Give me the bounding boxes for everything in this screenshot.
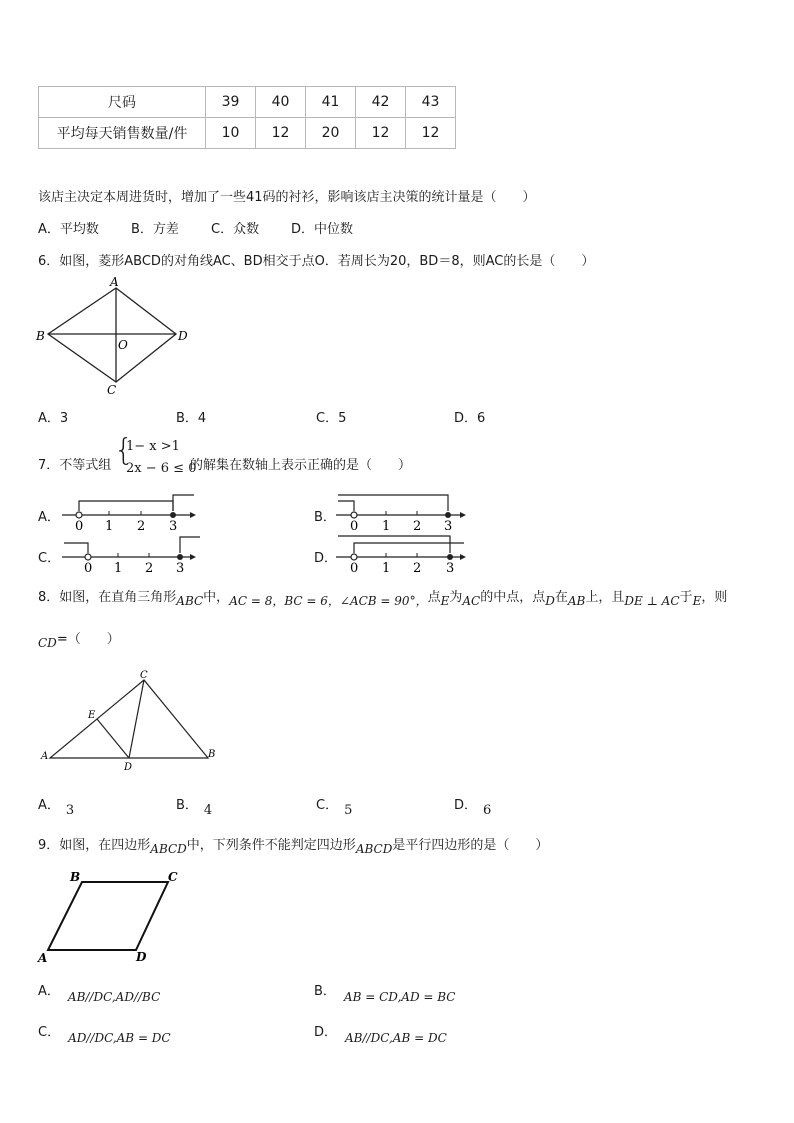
tick-label: 1 xyxy=(105,519,114,532)
option-letter: C． xyxy=(316,798,339,813)
q7-option-d-letter[interactable]: D． xyxy=(314,551,338,566)
parallelogram-figure xyxy=(32,866,192,966)
table-cell: 43 xyxy=(406,87,456,118)
question-6-text: 6．如图，菱形ABCD的对角线AC、BD相交于点O．若周长为20，BD＝8，则AC的长是（ ） xyxy=(38,254,595,269)
inequality-line-2: 2x − 6 ≤ 0 xyxy=(126,461,197,476)
q8-cd: CD xyxy=(38,636,57,650)
q5-option-c[interactable]: C．众数 xyxy=(211,222,260,237)
table-row xyxy=(39,87,456,118)
label-a: A xyxy=(41,751,49,762)
option-letter: B． xyxy=(314,984,336,999)
label-b: B xyxy=(70,870,81,884)
tick-label: 3 xyxy=(446,561,455,574)
option-letter: A． xyxy=(38,798,60,813)
q8-e2: E xyxy=(692,594,702,608)
q9-post: 是平行四边形的是（ ） xyxy=(392,838,549,853)
option-value: AB//DC,AB = DC xyxy=(345,1031,447,1045)
tick-label: 0 xyxy=(350,519,359,532)
q9-abcd-1: ABCD xyxy=(150,842,187,856)
q8-ac: AC xyxy=(462,594,481,608)
table-row xyxy=(39,118,456,149)
q8-text-pre: 8．如图，在直角三角形 xyxy=(38,590,177,605)
tick-label: 3 xyxy=(176,561,185,574)
q7-option-a-letter[interactable]: A． xyxy=(38,510,60,525)
tick-label: 3 xyxy=(169,519,178,532)
q9-abcd-2: ABCD xyxy=(355,842,393,856)
table-cell: 39 xyxy=(206,87,256,118)
tick-label: 2 xyxy=(413,519,422,532)
question-7-suffix: 的解集在数轴上表示正确的是（ ） xyxy=(190,458,412,473)
q8-option-c[interactable] xyxy=(316,794,353,818)
size-sales-table xyxy=(38,86,456,149)
q7-option-c-letter[interactable]: C． xyxy=(38,551,61,566)
tick-label: 0 xyxy=(75,519,84,532)
rhombus-figure xyxy=(30,272,210,397)
tick-label: 3 xyxy=(444,519,453,532)
option-value: AB = CD,AD = BC xyxy=(343,990,456,1004)
q8-option-d[interactable] xyxy=(454,794,492,818)
option-letter: C． xyxy=(38,1025,61,1040)
option-value: AD//DC,AB = DC xyxy=(68,1031,171,1045)
table-cell: 12 xyxy=(406,118,456,149)
option-letter: B． xyxy=(176,798,198,813)
table-cell: 10 xyxy=(206,118,256,149)
tick-label: 1 xyxy=(382,519,391,532)
table-cell: 12 xyxy=(256,118,306,149)
q5-option-d[interactable]: D．中位数 xyxy=(291,222,354,237)
question-9-text xyxy=(38,834,549,856)
table-cell: 42 xyxy=(356,87,406,118)
question-5-text: 该店主决定本周进货时，增加了一些41码的衬衫，影响该店主决策的统计量是（ ） xyxy=(38,190,536,205)
label-d: D xyxy=(178,329,188,343)
table-cell: 平均每天销售数量/件 xyxy=(39,118,206,149)
q8-yu: 于 xyxy=(679,590,693,605)
tick-label: 2 xyxy=(137,519,146,532)
option-value: 5 xyxy=(344,803,353,818)
label-d: D xyxy=(124,762,133,773)
q9-option-c[interactable] xyxy=(38,1021,171,1045)
q8-line-2 xyxy=(38,628,120,650)
q8-zhong: 中， xyxy=(203,590,230,605)
label-c: C xyxy=(107,383,117,397)
q8-zai: 在 xyxy=(554,590,568,605)
label-e: E xyxy=(88,710,96,721)
q8-shang: 上，且 xyxy=(585,590,625,605)
q9-option-b[interactable] xyxy=(314,980,456,1004)
tick-label: 1 xyxy=(114,561,123,574)
label-a: A xyxy=(110,275,119,289)
triangle-figure xyxy=(36,668,226,774)
q6-option-a[interactable]: A．3 xyxy=(38,411,69,426)
q5-option-a[interactable]: A．平均数 xyxy=(38,222,99,237)
q8-abc: ABC xyxy=(176,594,204,608)
number-line-c[interactable] xyxy=(60,532,205,574)
q9-option-a[interactable] xyxy=(38,980,161,1004)
inequality-line-1: 1− x >1 xyxy=(126,439,180,454)
label-a: A xyxy=(38,951,48,965)
q8-perp: DE ⊥ AC xyxy=(624,594,680,608)
q8-e: E xyxy=(440,594,450,608)
question-8-text xyxy=(38,586,728,608)
label-c: C xyxy=(140,670,148,681)
q8-wei: 为 xyxy=(449,590,463,605)
label-c: C xyxy=(168,870,178,884)
q6-option-b[interactable]: B．4 xyxy=(176,411,207,426)
tick-label: 0 xyxy=(84,561,93,574)
option-letter: D． xyxy=(454,798,478,813)
q9-option-d[interactable] xyxy=(314,1021,447,1045)
tick-label: 2 xyxy=(145,561,154,574)
question-7-number: 7．不等式组 xyxy=(38,458,112,473)
brace-symbol: { xyxy=(114,433,134,468)
q8-ab: AB xyxy=(567,594,586,608)
option-letter: D． xyxy=(314,1025,338,1040)
option-letter: A． xyxy=(38,984,60,999)
q8-ze: ，则 xyxy=(701,590,728,605)
q8-conditions: AC = 8，BC = 6，∠ACB = 90°， xyxy=(229,594,428,608)
option-value: 3 xyxy=(65,803,75,818)
option-value: AB//DC,AD//BC xyxy=(67,990,161,1004)
table-cell: 12 xyxy=(356,118,406,149)
table-cell: 40 xyxy=(256,87,306,118)
q6-option-c[interactable]: C．5 xyxy=(316,411,347,426)
q8-option-b[interactable] xyxy=(176,794,213,818)
label-d: D xyxy=(136,950,147,964)
label-o: O xyxy=(118,338,128,352)
label-b: B xyxy=(36,329,45,343)
q9-text-pre: 9．如图，在四边形 xyxy=(38,838,151,853)
tick-label: 1 xyxy=(382,561,391,574)
tick-label: 2 xyxy=(413,561,422,574)
number-line-b[interactable] xyxy=(334,490,474,532)
q7-option-b-letter[interactable]: B． xyxy=(314,510,336,525)
option-value: 4 xyxy=(203,803,213,818)
table-cell: 20 xyxy=(306,118,356,149)
q9-mid: 中，下列条件不能判定四边形 xyxy=(186,838,356,853)
option-value: 6 xyxy=(483,803,492,818)
table-cell: 尺码 xyxy=(39,87,206,118)
table-cell: 41 xyxy=(306,87,356,118)
tick-label: 0 xyxy=(350,561,359,574)
q8-option-a[interactable] xyxy=(38,794,75,818)
number-line-d[interactable] xyxy=(334,530,474,574)
number-line-a[interactable] xyxy=(60,490,200,532)
q8-dian: 点 xyxy=(427,590,441,605)
label-b: B xyxy=(208,749,216,760)
q5-option-b[interactable]: B．方差 xyxy=(131,222,179,237)
q6-option-d[interactable]: D．6 xyxy=(454,411,486,426)
q8-mid: 的中点，点 xyxy=(480,590,546,605)
q8-eq: =（ ） xyxy=(56,632,120,647)
q8-d: D xyxy=(545,594,555,608)
